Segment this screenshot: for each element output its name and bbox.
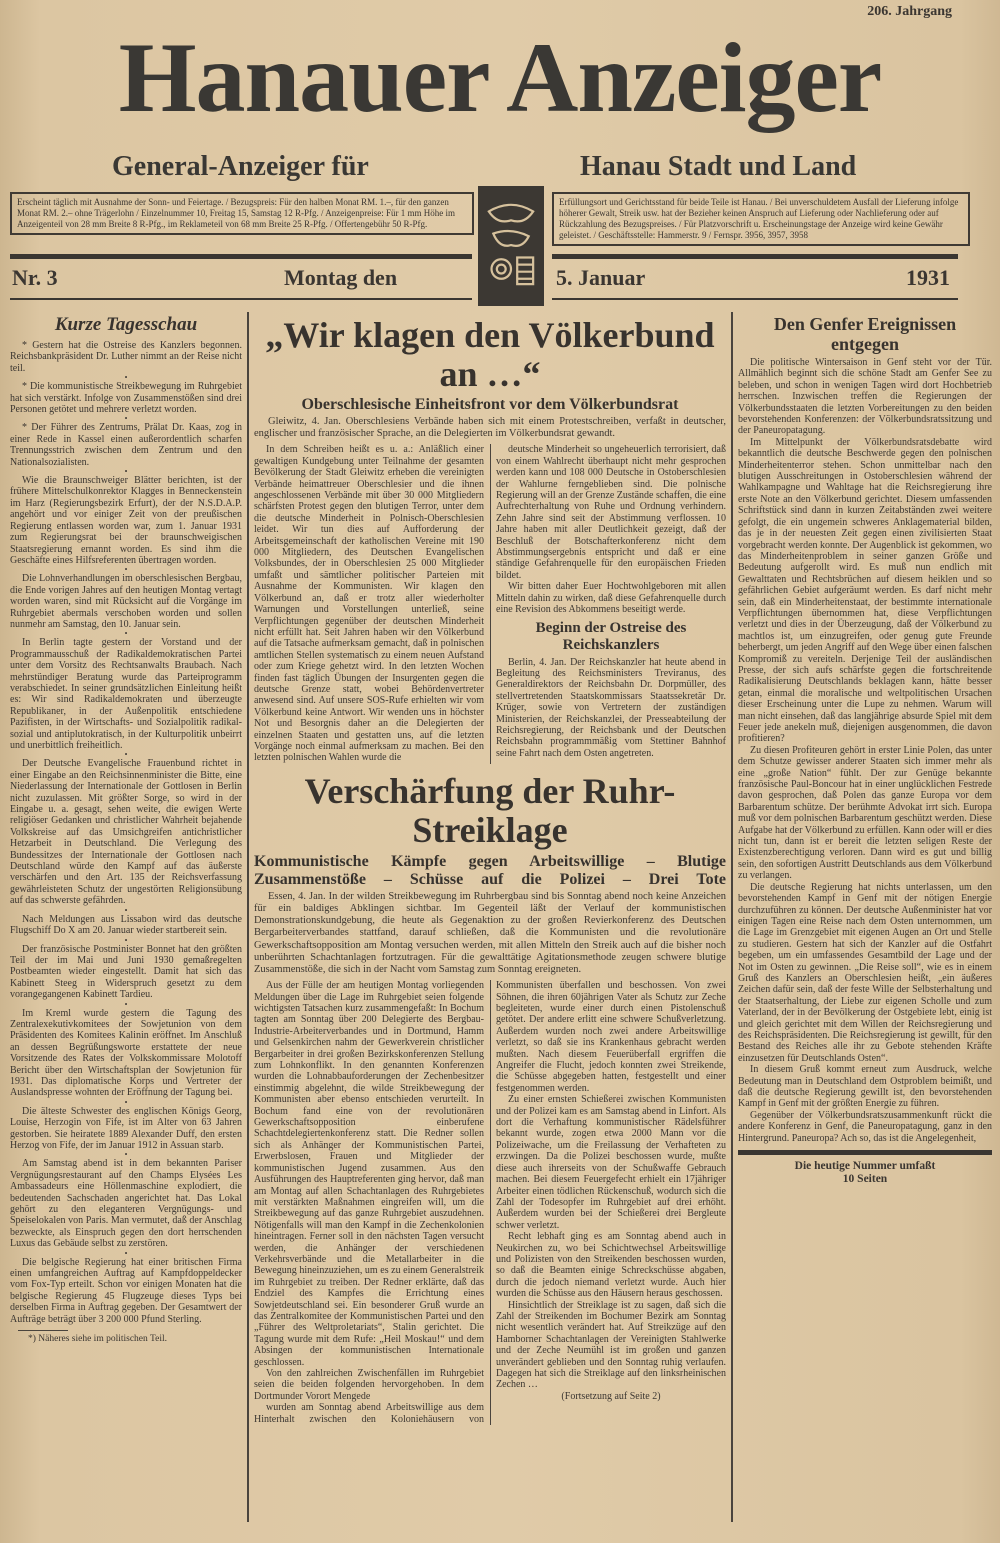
news-item: * Gestern hat die Ostreise des Kanzlers begonnen. Reichsbankpräsident Dr. Luther nimmt an der Reise nicht teil.: [10, 340, 242, 374]
headline-voelkerbund: „Wir klagen den Völkerbund an …“: [265, 315, 715, 394]
subscription-info-box: Erscheint täglich mit Ausnahme der Sonn- und Feiertage. / Bezugspreis: Für den halben Monat RM. 1.–, für den ganzen Monat RM. 2.– ohne Trägerlohn / Einzelnummer 10, Freitag 15, Samstag 12 R-Pfg. / Anzeigenpreise: Für 1 mm Höhe im Anzeigenteil von 28 mm Breite 8 R-Pfg., im Reklameteil von 68 mm Breite 25 R-Pfg. / Offertengebühr 50 R-Pfg.: [10, 192, 474, 235]
subtitle-right: Hanau Stadt und Land: [580, 151, 857, 182]
news-item: Der Deutsche Evangelische Frauenbund richtet in einer Eingabe an den Reichsinnenminister die Bitte, eine Niederlassung der Internationale der Gottlosen in Berlin nicht zuzulassen. Mit größter Sorge, so wird in der Eingabe u. a. gesagt, sehen weite, die ewigen Werte religiöser Gedanken und christlicher Wahrheit bejahende Volkskreise auf das Umsichgreifen antichristlicher Hetzarbeit in Deutschland. Die Verlegung des Bundessitzes der Internationale der Gottlosen nach Deutschland würde den Kampf auf das äußerste verschärfen und den Art. 135 der Reichsverfassung gewährleisteten Schutz der ungestörten Religionsübung auf das schwerste gefährden.: [10, 758, 242, 907]
newspaper-title: Hanauer Anzeiger: [118, 22, 882, 133]
article-paragraph: Zu einer ernsten Schießerei zwischen Kommunisten und der Polizei kam es am Samstag abend in Linfort. Als dort die Verhaftung kommunistischer Rädelsführer bekannt wurde, zogen etwa 2000 Mann vor die Polizeiwache, um die Freilassung der Verhafteten zu erzwingen. Da die Polizei beschossen wurde, mußte diese auch ihrerseits von der Schußwaffe Gebrauch machen. Bei diesem Feuergefecht erhielt ein 17jähriger Arbeiter einen tödlichen Rückenschuß, wodurch sich die Zahl der Todesopfer im Ruhrgebiet auf drei erhöht. Außerdem wurden bei der Schießerei drei Bergleute schwer verletzt.: [496, 1094, 726, 1231]
geneva-heading: Den Genfer Ereignissen entgegen: [773, 314, 957, 354]
news-item: * Der Führer des Zentrums, Prälat Dr. Kaas, zog in einer Rede in Kassel einen außerordentlich scharfen Trennungsstrich zwischen dem Zentrum und den Nationalsozialisten.: [10, 422, 242, 468]
article-paragraph: Hinsichtlich der Streiklage ist zu sagen, daß sich die Zahl der Streikenden im Bochumer Bezirk am Sonntag nicht wesentlich verändert hat. Auf Streikzüge auf den Hamborner Schachtanlagen der Vereinigten Stahlwerke und der Zeche Neumühl ist im großen und ganzen unverändert geblieben und den Sonntag ruhig verlaufen. Dagegen hat sich die Streiklage auf den linksrheinischen Zechen …: [496, 1299, 726, 1391]
news-item: Die älteste Schwester des englischen Königs Georg, Louise, Herzogin von Fife, ist im Alter von 63 Jahren gestorben. Sie heiratete 1889 Alexander Duff, den ersten Herzog von Fife, der im Januar 1912 in Assuan starb.: [10, 1105, 242, 1151]
article-paragraph: Zu diesen Profiteuren gehört in erster Linie Polen, das unter dem Schutze gewisser anderer Staaten sich immer mehr als eine „große Nation“ fühlt. Der zur Genüge bekannte französische Paul-Boncour hat in einer unglücklichen Festrede davon gesprochen, daß Polen das ganze Europa vor dem Barbarentum schütze. Der berühmte Advokat irrt sich. Europa muß vor dem polnischen Barbarentum geschützt werden. Diese Aufgabe hat der Völkerbund zu erfüllen. Kann oder will er dies nicht tun, dann ist er bereit die letzten seligen Reste der Existenzberechtigung verloren. Dann wird es gut und billig sein, den sofortigen Austritt Deutschlands aus dem Völkerbund zu verlangen.: [738, 744, 992, 882]
article-voelkerbund: [254, 316, 726, 440]
subheadline-ruhr-strike: Kommunistische Kämpfe gegen Arbeitswillige – Blutige Zusammenstöße – Schüsse auf die Polizei – Drei Tote: [254, 852, 726, 888]
short-news-column: Kurze Tagesschau * Gestern hat die Ostreise des Kanzlers begonnen. Reichsbankpräsident Dr. Luther nimmt an der Reise nicht teil. • * Die kommunistische Streikbewegung im Ruhrgebiet hat sich verstärkt. Infolge von Zusammenstößen sind drei Personen getötet und mehrere verletzt worden. • * Der Führer des Zentrums, Prälat Dr. Kaas, zog in einer Rede in Kassel einen außerordentlich scharfen Trennungsstrich zwischen dem Zentrum und den Nationalsozialisten. • Wie die Braunschweiger Blätter berichten, ist der frühere Mittelschulkonrektor Klagges in Benneckenstein im Harz (Regierungsbezirk Erfurt), der der N.S.D.A.P. angehört und vor einiger Zeit von der preußischen Regierung entlassen worden war, zum 1. Januar 1931 zum Regierungsrat bei der braunschweigischen Staatsregierung ernannt worden. Es sind ihm die Geschäfte eines Hilfsreferenten übertragen worden. • Die Lohnverhandlungen im oberschlesischen Bergbau, die Ende vorigen Jahres auf den heutigen Montag vertagt worden waren, sind mit Rücksicht auf die Vorgänge im Ruhrgebiet abermals verschoben worden und sollen nunmehr am Samstag, den 10. Januar sein. • In Berlin tagte gestern der Vorstand und der Programmausschuß der Radikaldemokratischen Partei unter dem Vorsitz des Rechtsanwalts Braubach. Nach mehrstündiger Beratung wurde das Parteiprogramm verabschiedet. In seiner grundsätzlichen Einleitung heißt es: Wir sind Radikaldemokraten und überzeugte Republikaner, in der Außenpolitik entschiedene Pazifisten, in der Wirtschafts- und Sozialpolitik radikal-sozial und antiplutokratisch, in der Kulturpolitik unbeirrt und unerbittlich freiheitlich. • Der Deutsche Evangelische Frauenbund richtet in einer Eingabe an den Reichsinnenminister die Bitte, eine Niederlassung der Internationale der Gottlosen in Berlin nicht zuzulassen. Mit größter Sorge, so wird in der Eingabe u. a. gesagt, sehen weite, die ewigen Werte religiöser Gedanken und christlicher Wahrheit bejahende Volkskreise auf das Umsichgreifen antichristlicher Hetzarbeit in Deutschland. Die Verlegung des Bundessitzes der Internationale der Gottlosen nach Deutschland würde den Kampf auf das äußerste verschärfen und den Art. 135 der Reichsverfassung gewährleisteten Schutz der ungestörten Religionsübung auf das schwerste gefährden. • Nach Meldungen aus Lissabon wird das deutsche Flugschiff Do X am 20. Januar wieder startbereit sein. • Der französische Postminister Bonnet hat den größten Teil der im Mai und Juni 1930 gemaßregelten Postbeamten wieder eingestellt. Damit hat sich das Kabinett Steeg in Widerspruch gesetzt zu dem vorangegangenen Kabinett Tardieu. • Im Kreml wurde gestern die Tagung des Zentralexekutivkomitees der Sowjetunion von dem Präsidenten des Komitees Kalinin eröffnet. Im Anschluß an dessen Begrüßungsworte erstattete der neue Vorsitzende des Rates der Volkskommissare Molotoff Bericht über den Wirtschaftsplan der Sowjetunion für 1931. Das diplomatische Korps und Vertreter der Auslandspresse wohnten der Eröffnung der Tagung bei. • Die älteste Schwester des englischen Königs Georg, Louise, Herzogin von Fife, ist im Alter von 63 Jahren gestorben. Sie heiratete 1889 Alexander Duff, den ersten Herzog von Fife, der im Januar 1912 in Assuan starb. • Am Samstag abend ist in dem bekannten Pariser Vergnügungsrestaurant auf den Champs Elysées Les Ambassadeurs eine Höllenmaschine explodiert, die bedeutenden Sachschaden angerichtet hat. Das Lokal gehört zu den eleganteren Vergnügungs- und Speiselokalen von Paris. Man vermutet, daß der Anschlag bezweckte, als Einspruch gegen den dort herrschenden Luxus das Gebäude selbst zu zerstören. • Die belgische Regierung hat einer britischen Firma einen umfangreichen Auftrag auf Kampfdoppeldecker vom Fox-Typ erteilt. Schon vor einigen Monaten hat die belgische Regierung 45 Flugzeuge dieses Typs bei derselben Firma in Auftrag gegeben. Der Gesamtwert der Aufträge beträgt über 3 200 000 Pfund Sterling. *) Näheres siehe im politischen Teil.: [10, 314, 242, 1345]
article-paragraph: In diesem Gruß kommt erneut zum Ausdruck, welche Bedeutung man in Deutschland dem Ostproblem beimißt, und daß die deutsche Regierung gewillt ist, den bevorstehenden Kampf in Genf mit der größten Energie zu führen.: [738, 1064, 992, 1110]
lead-ruhr-strike: Essen, 4. Jan. In der wilden Streikbewegung im Ruhrbergbau sind bis Sonntag abend noch keine Anzeichen für ein baldiges Abklingen sichtbar. Im Gegenteil läßt der Verlauf der kommunistischen Demonstrationskundgebung, die heute als Gegenaktion zu der großen Revierkonferenz des Deutschen Bergarbeiterverbandes stattfand, darauf schließen, daß die Kommunisten und die revolutionäre Gewerkschaftsopposition am Montag versuchen werden, mit allen Mitteln den Streik auch auf die bisher noch unberührten Schachtanlagen fortzutragen. Für die gewalttätige Agitationsmethode zeugen schwere blutige Zusammenstöße, die sich in der Nacht vom Samstag zum Sonntag ereigneten.: [254, 890, 726, 975]
headline-ostreise: Beginn der Ostreise des Reichskanzlers: [535, 619, 687, 653]
lead-voelkerbund: Gleiwitz, 4. Jan. Oberschlesiens Verbände haben sich mit einem Protestschreiben, verfaßt in deutscher, englischer und französischer Sprache, an die Delegierten im Völkerbundsrat gewandt.: [254, 416, 726, 440]
article-paragraph: Gegenüber der Völkerbundsratszusammenkunft rückt die andere Konferenz in Genf, die Paneuropatagung, ganz in den Hintergrund. Paneuropa? Ach so, das ist die Angelegenheit,: [738, 1109, 992, 1144]
article-paragraph: Aus der Fülle der am heutigen Montag vorliegenden Meldungen über die Lage im Ruhrgebiet seien folgende wichtigsten Tatsachen kurz zusammengefaßt: In Bochum tagten am Sonntag über 200 Delegierte des Bergbau-Industrie-Arbeiterverbandes und in Dortmund, Hamm und Gelsenkirchen nahm der Gewerkverein christlicher Bergarbeiter in drei großen Bezirkskonferenzen Stellung zum Lohnkonflikt. In den genannten Konferenzen wurden die Lohnabbauforderungen der Zechenbesitzer einstimmig abgelehnt, die wilde Streikbewegung der Kommunisten aber ebenso entschieden verurteilt. In Bochum fand eine von der revolutionären Gewerkschaftsopposition einberufene Schachtdelegiertenkonferenz statt. Die Redner sollen sich als Anhänger der Kommunistischen Partei, Erwerbslosen, Frauen und Mitglieder der kommunistischen Jugend zusammen. Aus den Ausführungen des Hauptreferenten ging hervor, daß man am Montag auf allen Schachtanlagen des Ruhrgebietes mit verstärkten Maßnahmen eingreifen will, um die Streikbewegung auf das ganze Ruhrgebiet auszudehnen. Nötigenfalls will man den Kampf in die Zechenkolonien hineintragen. Ferner soll in den nächsten Tagen versucht werden, die Anhänger der verschiedenen Verkehrsverbände und die Metallarbeiter in die Bewegung hineinzuziehen, um es zu einem Generalstreik im Ruhrgebiet zu treiben. Der Redner erklärte, daß das Endziel des Kampfes die Errichtung eines Sowjetdeutschland sei. Ein besonderer Gruß wurde an das Zentralkomitee der Kommunistischen Partei und den „Führer des Weltproletariats“, Stalin gerichtet. Die Tagung wurde mit dem Rufe: „Heil Moskau!“ und dem Absingen der kommunistischen Internationale geschlossen.: [254, 980, 484, 1368]
city-emblem-icon: [478, 186, 544, 306]
page-count-note: [738, 1160, 992, 1186]
ruhr-columns: [254, 980, 726, 1425]
news-item: In Berlin tagte gestern der Vorstand und der Programmausschuß der Radikaldemokratischen Partei unter dem Vorsitz des Rechtsanwalts Braubach. Nach mehrstündiger Beratung wurde das Parteiprogramm verabschiedet. In seiner grundsätzlichen Einleitung heißt es: Wir sind Radikaldemokraten und überzeugte Republikaner, in der Außenpolitik entschiedene Pazifisten, in der Wirtschafts- und Sozialpolitik radikal-sozial und antiplutokratisch, in der Kulturpolitik unbeirrt und unerbittlich freiheitlich.: [10, 637, 242, 751]
news-item: Wie die Braunschweiger Blätter berichten, ist der frühere Mittelschulkonrektor Klagges in Benneckenstein im Harz (Regierungsbezirk Erfurt), der der N.S.D.A.P. angehört und vor einiger Zeit von der preußischen Regierung entlassen worden war, zum 1. Januar 1931 zum Regierungsrat bei der braunschweigischen Staatsregierung ernannt worden. Es sind ihm die Geschäfte eines Hilfsreferenten übertragen worden.: [10, 475, 242, 566]
article-paragraph: Die politische Wintersaison in Genf steht vor der Tür. Allmählich beginnt sich die schöne Stadt am Genfer See zu beleben, und schon in wenigen Tagen wird dort Hochbetrieb herrschen. Inzwischen treffen die Regierungen der Völkerbundsstaaten die letzten Vorbereitungen zu den beiden bevorstehenden Konferenzen: der Völkerbundsratssitzung und der Paneuropatagung.: [738, 357, 992, 437]
page-count-line2: 10 Seiten: [842, 1173, 888, 1186]
article-paragraph: wurden am Sonntag abend Arbeitswillige aus dem Hinterhalt zwischen den Koloniehäusern von Kommunisten überfallen und beschossen. Von zwei Söhnen, die ihren 60jährigen Vater als Schutz zur Zeche begleiteten, wurde einer durch einen Pistolenschuß getötet. Der andere erlitt eine schwere Schußverletzung. Außerdem wurden noch zwei andere Arbeitswillige verletzt, so daß sie ins Krankenhaus gebracht werden mußten. Nach diesem Feuerüberfall ergriffen die Angreifer die Flucht, jedoch konnten zwei Streikende, die Schüsse abgegeben hatten, festgestellt und einer festgenommen werden.: [254, 980, 726, 1425]
legal-info-box: Erfüllungsort und Gerichtsstand für beide Teile ist Hanau. / Bei unverschuldetem Ausfall der Lieferung infolge höherer Gewalt, Streik usw. hat der Bezieher keinen Anspruch auf Lieferung oder Nachlieferung oder auf Rückzahlung des Bezugspreises. / Für Platzvorschrift u. Erscheinungstage der Anzeige wird keine Gewähr geleistet. / Geschäftsstelle: Hammerstr. 9 / Fernspr. 3956, 3957, 3958: [552, 192, 970, 246]
article-paragraph: Im Mittelpunkt der Völkerbundsratsdebatte wird bekanntlich die deutsche Beschwerde gegen den polnischen Minderheitenterror stehen. Schon unmittelbar nach den blutigen Ausschreitungen in Ostoberschlesien während der Wahlkampagne und Wahltage hat die Reichsregierung ihre erste Note an den Völkerbund gerichtet. Diesem umfassenden Schriftstück sind dann in kurzen Zeitabständen zwei weitere gefolgt, die ein ungemein schweres Anklagematerial bilden, das je in der neuesten Zeit gegen einen zivilisierten Staat vorgebracht werden konnte. Der Augenblick ist gekommen, wo das Minderheitenproblem in seiner ganzen Größe und Bedeutung aufgerollt wird. Es muß nun endlich mit Gewalttaten und Rechtsbrüchen auf diesem heiklen und so gefährlichen Gebiet aufgeräumt werden. Es darf nicht mehr sein, daß ein Minderheitenstaat, der bestimmte internationale Verpflichtungen übernommen hat, diese Verpflichtungen verletzt und dies in der Überzeugung, daß der Völkerbund zu machtlos ist, um einzugreifen, oder genug gute Freunde beherbergt, um jeden Angriff auf den Wege über einen falschen Kompromiß zu vereiteln. Derjenige Teil der ausländischen Presse, der sich aufs schärfste gegen die fortschreitende Radikalisierung Deutschlands beklagen kann, hätte besser getan, einmal die moralische und weltpolitischen Ursachen dieser Erscheinung unter die Lupe zu nehmen. Warum will man nicht einsehen, daß das langjährige absurde Spiel mit dem Feuer jede anekeln muß, diejenigen ausgenommen, die davon profitieren?: [738, 436, 992, 745]
volume-label: 206. Jahrgang: [867, 4, 952, 19]
geneva-column: [738, 314, 992, 1186]
headline-ruhr-strike: Verschärfung der Ruhr-Streiklage: [304, 770, 676, 850]
news-item: Nach Meldungen aus Lissabon wird das deutsche Flugschiff Do X am 20. Januar wieder startbereit sein.: [10, 913, 242, 937]
issue-number: Nr. 3: [12, 265, 58, 290]
article-paragraph: In dem Schreiben heißt es u. a.: Anläßlich einer gewaltigen Kundgebung unter Teilnahme der gesamten Bevölkerung der Stadt Gleiwitz erheben die vereinigten Verbände heimattreuer Oberschlesier und die ihnen angeschlossenen Verbände mit über 30 000 Mitgliedern schärfsten Protest gegen den blutigen Terror, unter dem die deutsche Minderheit in Polnisch-Oberschlesien leidet. Wir tun dies auf Aufforderung der Arbeitsgemeinschaft der katholischen Vereine mit 190 000 Mitgliedern, des Deutschen Evangelischen Volksbundes, der in Oberschlesien 25 000 Mitglieder umfaßt und sämtlicher politischer Parteien mit Ausnahme der Kommunisten. Wir klagen den Völkerbund an, daß er trotz aller wiederholter Warnungen und Vorstellungen unterließ, seine Verpflichtungen gegenüber der deutschen Minderheit nicht erfüllt hat. Seit Jahren haben wir den Völkerbund auf die Tatsache aufmerksam gemacht, daß in polnischen amtlichen Stellen systematisch zu einem neuen Aufstand oder zum Kriege gehetzt wird. In den letzten Wochen finden fast täglich Übungen der Insurgenten gegen die deutsche Grenze statt, wobei Behördenvertreter anwesend sind. Auf unsere SOS-Rufe erhielten wir vom Völkerbund keine Antwort. Wir wenden uns in höchster Not und Besorgnis daher an die Delegierten der einzelnen Staaten und gestatten uns, auf die letzten Vorgänge noch einmal aufmerksam zu machen. Bei den letzten polnischen Wahlen wurde die: [254, 444, 484, 764]
news-item: Der französische Postminister Bonnet hat den größten Teil der im Mai und Juni 1930 gemaßregelten Postbeamten wieder eingestellt. Damit hat sich das Kabinett Steeg in Widerspruch gesetzt zu dem vorangegangenen Kabinett Tardieu.: [10, 943, 242, 1001]
issue-year: 1931: [906, 265, 950, 290]
article-paragraph: deutsche Minderheit so ungeheuerlich terrorisiert, daß von einem Wahlrecht überhaupt nicht mehr gesprochen werden kann und 108 000 Deutsche in Ostoberschlesien der Wahlurne ferngeblieben sind. Die polnische Regierung will an der Grenze Zustände schaffen, die eine Aufrechterhaltung von Ruhe und Ordnung verhindern. Zehn Jahre sind seit der Abstimmung verflossen. 10 Jahre haben mit aller Deutlichkeit gezeigt, daß der Beschluß der Botschafterkonferenz nicht dem Abstimmungsergebnis entspricht und daß er eine ständige Gefahrenquelle für den europäischen Frieden bildet.: [496, 444, 726, 581]
news-item: Im Kreml wurde gestern die Tagung des Zentralexekutivkomitees der Sowjetunion von dem Präsidenten des Komitees Kalinin eröffnet. Im Anschluß an dessen Begrüßungsworte erstattete der neue Vorsitzende des Rates der Volkskommissare Molotoff Bericht über den Wirtschaftsplan der Sowjetunion für 1931. Das diplomatische Korps und Vertreter der Auslandspresse wohnten der Eröffnung der Tagung bei.: [10, 1007, 242, 1099]
subheadline-voelkerbund: Oberschlesische Einheitsfront vor dem Völkerbundsrat: [301, 396, 679, 413]
subtitle-left: General-Anzeiger für: [112, 151, 369, 182]
weekday: Montag den: [284, 265, 398, 290]
article-paragraph: Von den zahlreichen Zwischenfällen im Ruhrgebiet seien die beiden folgenden hervorgehoben. In dem Dortmunder Vorort Mengede: [254, 1368, 484, 1402]
article-ruhr-strike: [254, 772, 726, 976]
news-item: Die Lohnverhandlungen im oberschlesischen Bergbau, die Ende vorigen Jahres auf den heutigen Montag vertagt worden waren, sind mit Rücksicht auf die Vorgänge im Ruhrgebiet abermals verschoben worden und sollen nunmehr am Samstag, den 10. Januar sein.: [10, 573, 242, 630]
article-paragraph: Recht lebhaft ging es am Sonntag abend auch in Neukirchen zu, wo bei Schichtwechsel Arbeitswillige und Polizisten von den Streikenden beschossen wurden, so daß die Beamten einige Schreckschüsse abgaben, durch die jedoch niemand verletzt wurde. Auch hier wurden die Schüsse aus den Häusern heraus geschossen.: [496, 1231, 726, 1300]
footnote: *) Näheres siehe im politischen Teil.: [28, 1334, 167, 1345]
news-item: Am Samstag abend ist in dem bekannten Pariser Vergnügungsrestaurant auf den Champs Elysées Les Ambassadeurs eine Höllenmaschine explodiert, die bedeutenden Sachschaden angerichtet hat. Das Lokal gehört zu den eleganteren Vergnügungs- und Speiselokalen von Paris. Man vermutet, daß der Anschlag bezweckte, als Einspruch gegen den dort herrschenden Luxus das Gebäude selbst zu zerstören.: [10, 1158, 242, 1250]
short-news-heading: Kurze Tagesschau: [54, 314, 198, 335]
issue-date: 5. Januar: [556, 265, 646, 290]
middle-column: [254, 316, 726, 1425]
news-item: * Die kommunistische Streikbewegung im Ruhrgebiet hat sich verstärkt. Infolge von Zusammenstößen sind drei Personen getötet und mehrere verletzt worden.: [10, 381, 242, 416]
article-paragraph: Die deutsche Regierung hat nichts unterlassen, um den bevorstehenden Kampf in Genf mit der nötigen Energie durchzuführen zu können. Der deutsche Außenminister hat vor einigen Tagen eine Reise nach dem Osten unternommen, um die Lage im Grenzgebiet mit eigenen Augen an Ort und Stelle zu studieren. Gestern hat sich der Kanzler auf die Ostfahrt begeben, um ein umfassendes Gesamtbild der Lage und der Not im Osten zu gewinnen. „Die Reise soll“, wie es in einem Gruß des Kanzlers an Oberschlesien heißt, „ein äußeres Zeichen dafür sein, daß der feste Wille der Selbsterhaltung und der Staatserhaltung, der Liebe zur eigenen Scholle und zum Vaterland, der in der Bevölkerung der Ostgebiete lebt, einig ist und gleich gerichtet mit dem Willen der Reichsregierung und des Reichspräsidenten. Die Reichsregierung ist gewillt, für den Bestand des Reiches alle ihr zu Gebote stehenden Kräfte einzusetzen für Deutschlands Osten“.: [738, 881, 992, 1064]
page-count-line1: Die heutige Nummer umfaßt: [794, 1160, 936, 1173]
continued-note: (Fortsetzung auf Seite 2): [561, 1390, 661, 1402]
article-paragraph: Berlin, 4. Jan. Der Reichskanzler hat heute abend in Begleitung des Reichsministers Treviranus, des Generaldirektors der Reichsbahn Dr. Dorpmüller, des stellvertretenden Staatskommissars Staatssekretär Dr. Krüger, sowie von Vertretern der zuständigen Ministerien, der Reichskanzlei, der Presseabteilung der Reichsregierung, der Reichsbank und der Deutschen Reichsbahn programmmäßig vom Stettiner Bahnhof seine Fahrt nach dem Osten angetreten.: [496, 656, 726, 759]
article-paragraph: Wir bitten daher Euer Hochtwohlgeboren mit allen Mitteln dahin zu wirken, daß diese Gefahrenquelle durch eine Revision des Abkommens beseitigt werde.: [496, 581, 726, 616]
voelkerbund-columns: [254, 444, 726, 763]
news-item: Die belgische Regierung hat einer britischen Firma einen umfangreichen Auftrag auf Kampfdoppeldecker vom Fox-Typ erteilt. Schon vor einigen Monaten hat die belgische Regierung 45 Flugzeuge dieses Typs bei derselben Firma in Auftrag gegeben. Der Gesamtwert der Aufträge beträgt über 3 200 000 Pfund Sterling.: [10, 1256, 242, 1325]
